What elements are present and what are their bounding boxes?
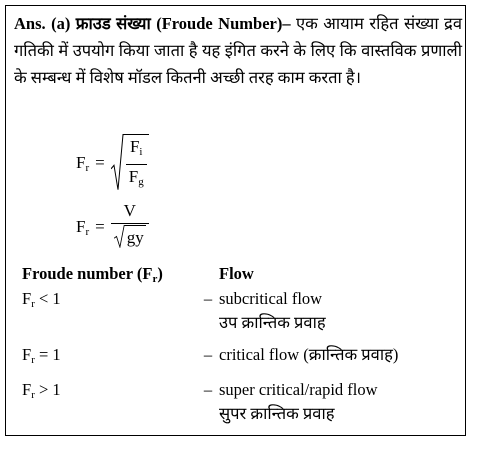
row-flow: subcritical flow उप क्रान्तिक प्रवाह: [219, 289, 326, 332]
table-row: [22, 343, 462, 372]
fraction-denominator: [111, 223, 149, 253]
row-flow: super critical/rapid flow सुपर क्रान्तिक प्रवाह: [219, 380, 378, 423]
answer-box: [5, 5, 466, 436]
row-condition: $F_r > 1$: [22, 380, 61, 401]
header-flow: Flow: [219, 264, 254, 283]
row-dash: –: [203, 289, 213, 308]
row-condition: $F_r < 1$: [22, 289, 61, 310]
radical-sign-icon: [114, 225, 125, 248]
equation-velocity: [76, 201, 149, 253]
row-condition: $F_r = 1$: [22, 345, 61, 366]
radical-sign-icon: [111, 134, 124, 192]
equals-sign: =: [95, 153, 105, 172]
equation-lhs: $F_r$: [76, 152, 90, 174]
term-hindi: फ्राउड संख्या: [75, 14, 151, 33]
square-root: [114, 225, 146, 248]
radicand: [124, 134, 149, 192]
term-english: (Froude Number)–: [156, 14, 291, 33]
row-dash: –: [203, 345, 213, 364]
equation-lhs: $F_r$: [76, 216, 90, 238]
fraction-denominator: $F_g$: [126, 164, 147, 192]
equals-sign: =: [95, 217, 105, 236]
radicand: gy: [125, 225, 146, 248]
equation-ratio-forces: [76, 134, 149, 192]
row-dash: –: [203, 380, 213, 399]
header-froude-number: Froude number $(F_r)$: [22, 264, 163, 285]
fraction-v-sqrt-gy: [111, 201, 149, 253]
row-flow: critical flow (क्रान्तिक प्रवाह): [219, 345, 399, 364]
fraction-numerator: $F_i$: [129, 137, 143, 158]
table-header: [22, 261, 462, 287]
answer-prefix: Ans. (a): [14, 14, 71, 33]
square-root: [111, 134, 149, 192]
answer-paragraph: [14, 10, 462, 91]
flow-table: [22, 261, 462, 434]
fraction-numerator: V: [123, 201, 136, 220]
definition-text: एक आयाम रहित संख्या द्रव गतिकी में उपयोग किया जाता है यह इंगित करने के लिए कि वास्तविक प्रणाली के सम्बन्ध में विशेष मॉडल कितनी अच्छी तरह काम करता है।: [14, 14, 462, 87]
table-row: [22, 378, 462, 426]
fraction-fi-fg: [126, 137, 147, 192]
table-row: [22, 287, 462, 335]
